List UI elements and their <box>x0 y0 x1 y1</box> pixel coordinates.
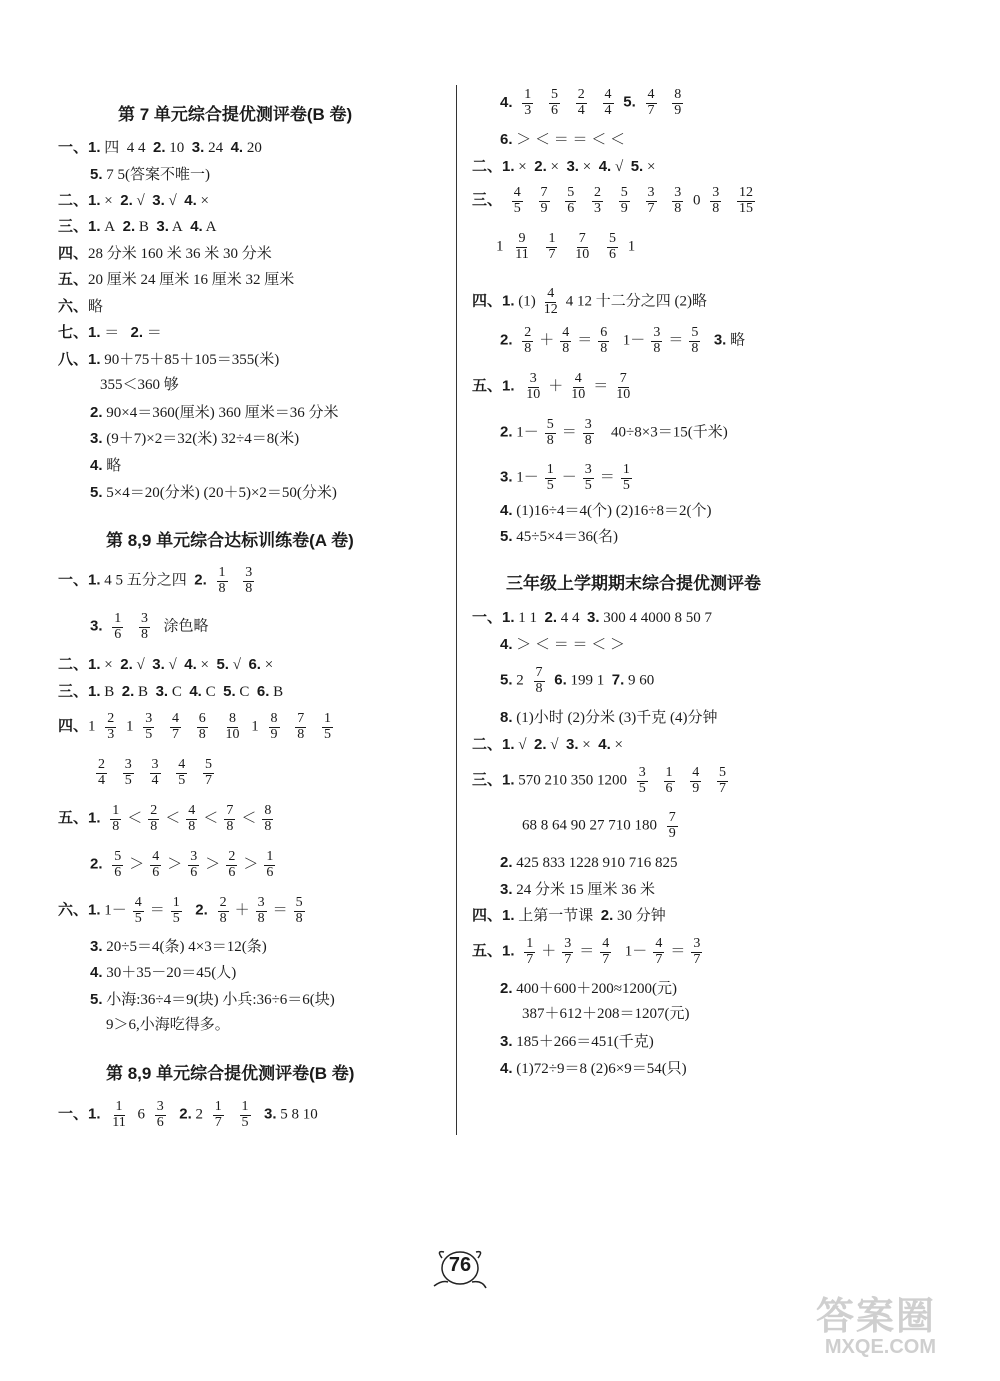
column-divider <box>456 85 457 1135</box>
answer-line: 一、1. $\frac{1}{11}$ 6 $\frac{3}{6}$ 2. 2 $\frac{1}{7}$ $\frac{1}{5}$ 3. 5 8 10 <box>58 1099 318 1130</box>
answer-line: 一、1. 4 5 五分之四 2. $\frac{1}{8}$ $\frac{3}{8}$ <box>58 565 253 596</box>
answer-line: 355＜360 够 <box>100 377 179 393</box>
answer-line: 三、 $\frac{4}{5}$ $\frac{7}{9}$ $\frac{5}{6}$ $\frac{2}{3}$ $\frac{5}{9}$ $\frac{3}{7}$ $\frac{3}{8}$ 0 $\frac{3}{8}$ $\frac{12}{15}$ <box>472 185 754 216</box>
answer-line: 一、1. 1 1 2. 4 4 3. 300 4 4000 8 50 7 <box>472 609 713 626</box>
answer-line: 5. 2 $\frac{7}{8}$ 6. 199 1 7. 9 60 <box>500 665 655 696</box>
answer-line: 四、28 分米 160 米 36 米 30 分米 <box>58 245 272 262</box>
answer-line: 8. (1)小时 (2)分米 (3)千克 (4)分钟 <box>500 709 718 726</box>
answer-line: 3. 1－ $\frac{1}{5}$ － $\frac{3}{5}$ ＝ $\frac{1}{5}$ <box>500 462 630 493</box>
fraction: $\frac{3}{8}$ <box>141 611 149 642</box>
section-heading: 三年级上学期期末综合提优测评卷 <box>506 574 761 593</box>
answer-line: 9＞6,小海吃得多。 <box>106 1017 230 1033</box>
answer-line: 3. $\frac{1}{6}$ $\frac{3}{8}$ 涂色略 <box>90 611 209 642</box>
section-heading: 第 8,9 单元综合达标训练卷(A 卷) <box>106 531 354 550</box>
answer-line: 八、1. 90＋75＋85＋105＝355(米) <box>58 351 280 368</box>
answer-line: 2. $\frac{2}{8}$ ＋ $\frac{4}{8}$ ＝ $\frac{6}{8}$ 1－ $\frac{3}{8}$ ＝ $\frac{5}{8}$ 3. 略 <box>500 325 746 356</box>
answer-line: 三、1. A 2. B 3. A 4. A <box>58 218 217 235</box>
answer-line: 68 8 64 90 27 710 180 $\frac{7}{9}$ <box>522 810 676 841</box>
answer-line: 387＋612＋208＝1207(元) <box>522 1006 690 1022</box>
watermark-url: MXQE.COM <box>824 1336 937 1358</box>
answer-line: 4. 30＋35－20＝45(人) <box>90 964 237 981</box>
fraction: $\frac{1}{8}$ <box>218 565 226 596</box>
answer-line: 六、略 <box>58 298 104 315</box>
answer-line: 五、1. $\frac{3}{10}$ ＋ $\frac{4}{10}$ ＝ $\frac{7}{10}$ <box>472 371 631 402</box>
answer-line: 2. 1－ $\frac{5}{8}$ ＝ $\frac{3}{8}$ 40÷8×3＝15(千米) <box>500 417 728 448</box>
answer-line: 2. 400＋600＋200≈1200(元) <box>500 980 677 997</box>
answer-line: 2. $\frac{5}{6}$ ＞ $\frac{4}{6}$ ＞ $\frac{3}{6}$ ＞ $\frac{2}{6}$ ＞ $\frac{1}{6}$ <box>90 849 274 880</box>
answer-line: 四、1 $\frac{2}{3}$ 1 $\frac{3}{5}$ $\frac{4}{7}$ $\frac{6}{8}$ $\frac{8}{10}$ 1 $\frac{8}{9}$ $\frac{7}{8}$ $\frac{1}{5}$ <box>58 711 332 742</box>
watermark-logo: 答案圈 <box>816 1296 937 1338</box>
answer-line: 2. 425 833 1228 910 716 825 <box>500 854 678 871</box>
answer-line: 6. ＞ ＜ ＝ ＝ ＜ ＜ <box>500 131 626 148</box>
answer-line: $\frac{2}{4}$ $\frac{3}{5}$ $\frac{3}{4}$ $\frac{4}{5}$ $\frac{5}{7}$ <box>98 757 212 788</box>
answer-line: 3. 24 分米 15 厘米 36 米 <box>500 881 656 898</box>
answer-line: 四、1. (1) $\frac{4}{12}$ 4 12 十二分之四 (2)略 <box>472 286 708 317</box>
answer-line: 5. 7 5(答案不唯一) <box>90 166 211 183</box>
answer-line: 三、1. 570 210 350 1200 $\frac{3}{5}$ $\frac{1}{6}$ $\frac{4}{9}$ $\frac{5}{7}$ <box>472 765 727 796</box>
answer-line: 二、1. × 2. √ 3. √ 4. × 5. √ 6. × <box>58 656 274 673</box>
answer-line: 二、1. × 2. × 3. × 4. √ 5. × <box>472 158 656 175</box>
answer-line: 3. 185＋266＝451(千克) <box>500 1033 654 1050</box>
fraction: $\frac{3}{8}$ <box>245 565 253 596</box>
answer-line: 3. 20÷5＝4(条) 4×3＝12(条) <box>90 938 267 955</box>
answer-line: 一、1. 四 4 4 2. 10 3. 24 4. 20 <box>58 139 262 156</box>
answer-line: 五、1. $\frac{1}{7}$ ＋ $\frac{3}{7}$ ＝ $\frac{4}{7}$ 1－ $\frac{4}{7}$ ＝ $\frac{3}{7}$ <box>472 936 701 967</box>
page-number: 76 <box>448 1254 472 1276</box>
answer-line: 5. 45÷5×4＝36(名) <box>500 528 618 545</box>
answer-line: 二、1. √ 2. √ 3. × 4. × <box>472 736 623 753</box>
answer-line: 二、1. × 2. √ 3. √ 4. × <box>58 192 209 209</box>
page-number-badge <box>428 1246 492 1292</box>
answer-line: 3. (9＋7)×2＝32(米) 32÷4＝8(米) <box>90 430 300 447</box>
answer-line: 五、20 厘米 24 厘米 16 厘米 32 厘米 <box>58 271 295 288</box>
answer-line: 4. ＞ ＜ ＝ ＝ ＜ ＞ <box>500 636 626 653</box>
fraction: $\frac{1}{6}$ <box>114 611 122 642</box>
section-heading: 第 8,9 单元综合提优测评卷(B 卷) <box>106 1064 355 1083</box>
answer-line: 七、1. ＝ 2. ＝ <box>58 324 162 341</box>
answer-line: 1 $\frac{9}{11}$ $\frac{1}{7}$ $\frac{7}{10}$ $\frac{5}{6}$ 1 <box>496 231 636 262</box>
answer-line: 5. 5×4＝20(分米) (20＋5)×2＝50(分米) <box>90 484 337 501</box>
answer-line: 三、1. B 2. B 3. C 4. C 5. C 6. B <box>58 683 284 700</box>
answer-line: 四、1. 上第一节课 2. 30 分钟 <box>472 907 666 924</box>
answer-line: 六、1. 1－ $\frac{4}{5}$ ＝ $\frac{1}{5}$ 2. $\frac{2}{8}$ ＋ $\frac{3}{8}$ ＝ $\frac{5}{8}$ <box>58 895 303 926</box>
watermark <box>816 1285 936 1359</box>
answer-line: 4. $\frac{1}{3}$ $\frac{5}{6}$ $\frac{2}{4}$ $\frac{4}{4}$ 5. $\frac{4}{7}$ $\frac{8}{9}$ <box>500 87 682 118</box>
answer-line: 2. 90×4＝360(厘米) 360 厘米＝36 分米 <box>90 404 339 421</box>
section-heading: 第 7 单元综合提优测评卷(B 卷) <box>118 105 353 124</box>
answer-line: 五、1. $\frac{1}{8}$ ＜ $\frac{2}{8}$ ＜ $\frac{4}{8}$ ＜ $\frac{7}{8}$ ＜ $\frac{8}{8}$ <box>58 803 272 834</box>
answer-line: 5. 小海:36÷4＝9(块) 小兵:36÷6＝6(块) <box>90 991 335 1008</box>
answer-line: 4. 略 <box>90 457 122 474</box>
answer-line: 4. (1)72÷9＝8 (2)6×9＝54(只) <box>500 1060 687 1077</box>
answer-line: 4. (1)16÷4＝4(个) (2)16÷8＝2(个) <box>500 502 712 519</box>
